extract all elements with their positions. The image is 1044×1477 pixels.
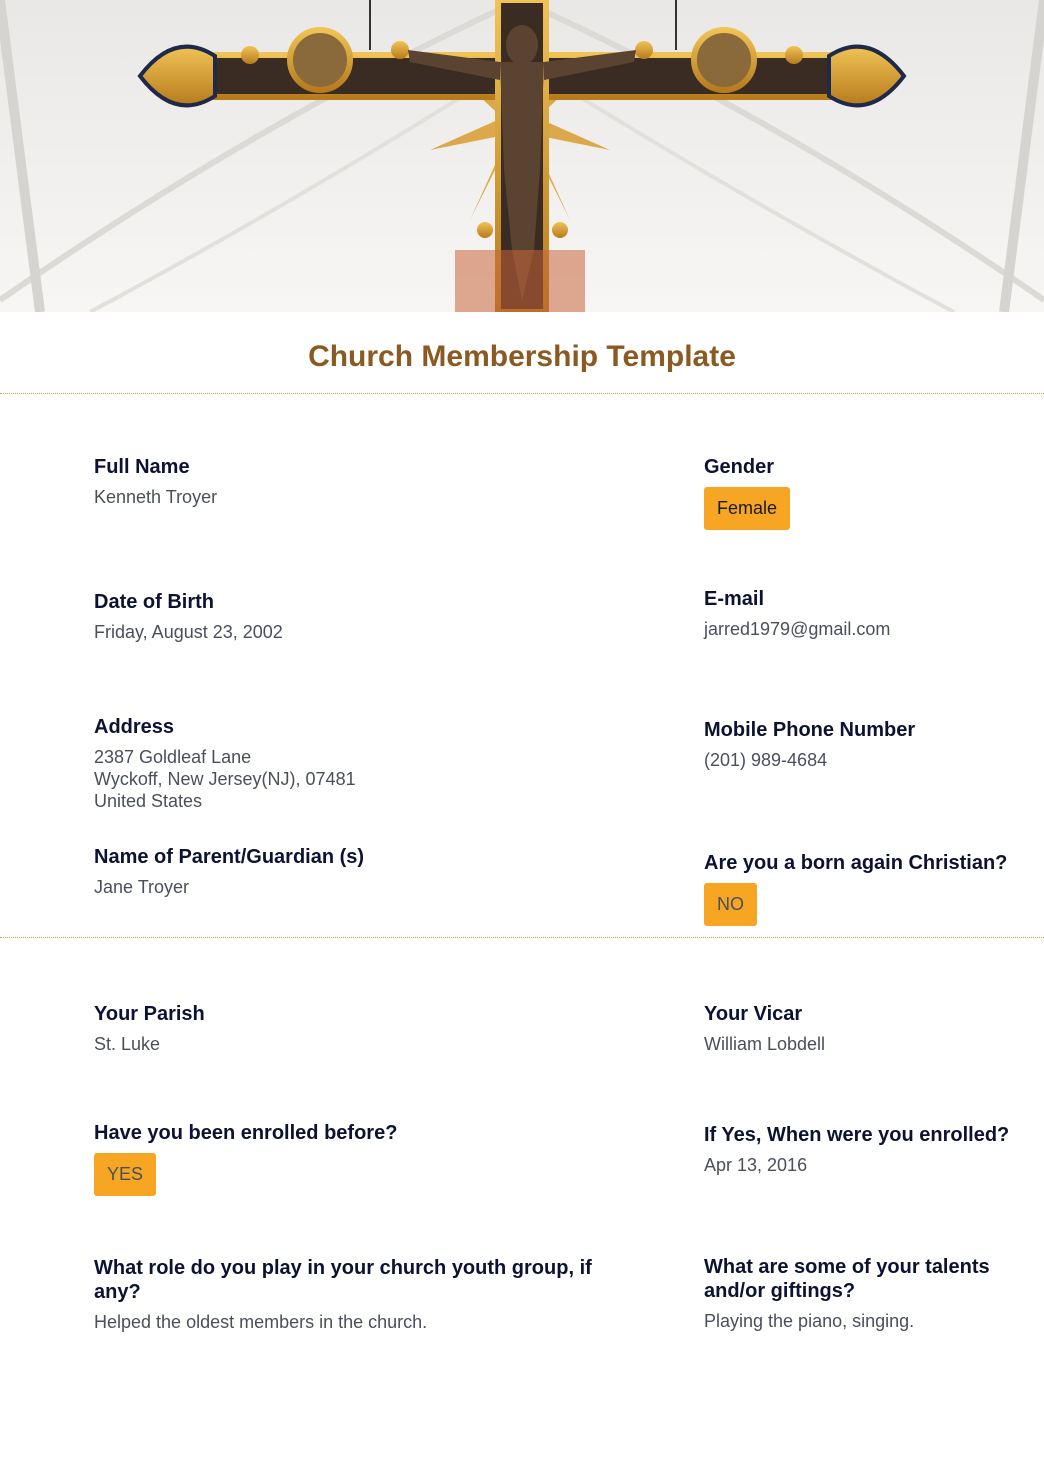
field-label: Are you a born again Christian? [704, 852, 1008, 874]
field-value: William Lobdell [704, 1034, 826, 1054]
field-value: St. Luke [94, 1034, 161, 1054]
email-field [704, 587, 1024, 640]
gender-field [704, 455, 1024, 530]
field-label: Address [94, 716, 175, 738]
field-label: E-mail [704, 588, 765, 610]
full-name-field [94, 455, 614, 508]
date-of-birth-field [94, 590, 614, 643]
field-label: Name of Parent/Guardian (s) [94, 846, 365, 868]
address-field [94, 715, 614, 812]
divider [0, 937, 1044, 938]
born-again-badge: NO [704, 883, 757, 926]
field-value: Apr 13, 2016 [704, 1155, 808, 1175]
address-line-3: United States [94, 791, 203, 811]
field-value: Playing the piano, singing. [704, 1311, 915, 1331]
enrolled-before-field [94, 1121, 614, 1196]
field-label: Mobile Phone Number [704, 719, 916, 741]
vicar-field [704, 1002, 1024, 1055]
field-label: If Yes, When were you enrolled? [704, 1124, 1010, 1146]
field-label: Your Parish [94, 1003, 205, 1025]
enrolled-before-badge: YES [94, 1153, 156, 1196]
page-title: Church Membership Template [308, 340, 736, 373]
talents-field [704, 1255, 1014, 1332]
divider [0, 393, 1044, 394]
address-line-2: Wyckoff, New Jersey(NJ), 07481 [94, 769, 356, 789]
field-value: jarred1979@gmail.com [704, 619, 891, 639]
field-label: What role do you play in your church youth group, if any? [94, 1257, 592, 1303]
field-value: (201) 989-4684 [704, 750, 828, 770]
enrolled-when-field [704, 1123, 1034, 1176]
field-label: Gender [704, 456, 775, 478]
parent-guardian-field [94, 845, 614, 898]
field-label: Your Vicar [704, 1003, 803, 1025]
field-value: Kenneth Troyer [94, 487, 218, 507]
field-label: Full Name [94, 456, 190, 478]
youth-role-field [94, 1256, 594, 1333]
field-value: Jane Troyer [94, 877, 190, 897]
field-label: What are some of your talents and/or giftings? [704, 1256, 990, 1302]
header-image-crucifix [0, 0, 1044, 312]
mobile-phone-field [704, 718, 1024, 771]
address-value [94, 746, 614, 812]
parish-field [94, 1002, 614, 1055]
born-again-field [704, 851, 1034, 926]
field-label: Date of Birth [94, 591, 214, 613]
field-label: Have you been enrolled before? [94, 1122, 398, 1144]
gender-badge: Female [704, 487, 790, 530]
field-value: Helped the oldest members in the church. [94, 1312, 428, 1332]
field-value: Friday, August 23, 2002 [94, 622, 283, 642]
address-line-1: 2387 Goldleaf Lane [94, 747, 252, 767]
